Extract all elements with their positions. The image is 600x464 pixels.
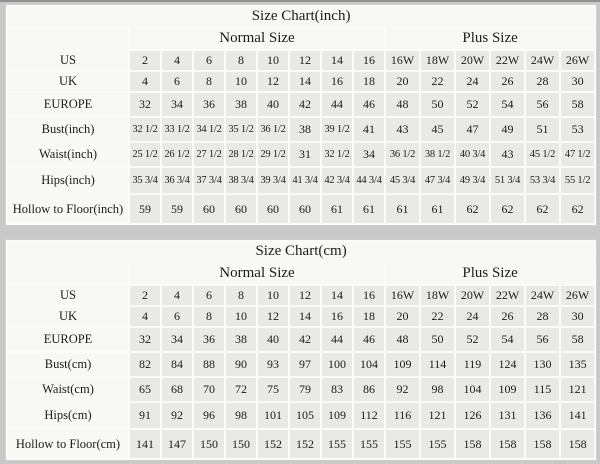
size-value-cell: 34 <box>162 93 192 116</box>
table-row <box>8 72 594 91</box>
size-value-cell: 152 <box>290 430 320 458</box>
size-value-cell: 30 <box>561 72 594 91</box>
size-value-cell: 96 <box>194 403 224 428</box>
size-value-cell: 43 <box>491 143 524 166</box>
table-row <box>8 168 594 193</box>
size-value-cell: 58 <box>561 328 594 351</box>
size-value-cell: 91 <box>130 403 160 428</box>
size-value-cell: 24W <box>526 51 559 70</box>
table-row <box>8 307 594 326</box>
size-value-cell: 121 <box>421 403 454 428</box>
size-value-cell: 28 <box>526 307 559 326</box>
size-value-cell: 40 <box>258 93 288 116</box>
size-value-cell: 61 <box>354 195 384 223</box>
size-value-cell: 34 <box>354 143 384 166</box>
corner-cell <box>8 263 128 284</box>
size-value-cell: 32 1/2 <box>130 118 160 141</box>
size-value-cell: 34 <box>162 328 192 351</box>
size-value-cell: 59 <box>130 195 160 223</box>
size-chart-inch-table <box>5 4 597 226</box>
size-value-cell: 109 <box>491 378 524 401</box>
table-row <box>8 403 594 428</box>
size-value-cell: 16 <box>322 307 352 326</box>
size-value-cell: 8 <box>226 51 256 70</box>
size-value-cell: 36 1/2 <box>386 143 419 166</box>
size-value-cell: 49 3/4 <box>456 168 489 193</box>
size-value-cell: 158 <box>526 430 559 458</box>
size-value-cell: 34 1/2 <box>194 118 224 141</box>
size-value-cell: 50 <box>421 93 454 116</box>
size-value-cell: 82 <box>130 353 160 376</box>
size-value-cell: 32 1/2 <box>322 143 352 166</box>
size-value-cell: 6 <box>194 286 224 305</box>
table-title-row <box>8 7 594 26</box>
size-value-cell: 119 <box>456 353 489 376</box>
size-value-cell: 62 <box>456 195 489 223</box>
size-value-cell: 52 <box>456 328 489 351</box>
size-value-cell: 26 1/2 <box>162 143 192 166</box>
size-value-cell: 92 <box>162 403 192 428</box>
size-value-cell: 158 <box>561 430 594 458</box>
size-value-cell: 60 <box>258 195 288 223</box>
size-value-cell: 150 <box>226 430 256 458</box>
size-value-cell: 12 <box>290 286 320 305</box>
size-value-cell: 20 <box>386 72 419 91</box>
table-row <box>8 93 594 116</box>
size-value-cell: 16W <box>386 286 419 305</box>
size-value-cell: 155 <box>386 430 419 458</box>
size-value-cell: 62 <box>526 195 559 223</box>
size-value-cell: 16W <box>386 51 419 70</box>
plus-size-header: Plus Size <box>386 28 594 49</box>
size-value-cell: 10 <box>258 51 288 70</box>
size-value-cell: 62 <box>561 195 594 223</box>
size-value-cell: 52 <box>456 93 489 116</box>
size-value-cell: 116 <box>386 403 419 428</box>
row-label: US <box>8 286 128 305</box>
size-value-cell: 10 <box>226 72 256 91</box>
table-row <box>8 430 594 458</box>
size-value-cell: 16 <box>354 286 384 305</box>
size-value-cell: 46 <box>354 93 384 116</box>
size-value-cell: 29 1/2 <box>258 143 288 166</box>
size-value-cell: 54 <box>491 328 524 351</box>
size-value-cell: 48 <box>386 93 419 116</box>
size-value-cell: 136 <box>526 403 559 428</box>
row-label: Bust(cm) <box>8 353 128 376</box>
column-group-row <box>8 263 594 284</box>
size-value-cell: 20 <box>386 307 419 326</box>
normal-size-header: Normal Size <box>130 263 384 284</box>
corner-cell <box>8 28 128 49</box>
size-value-cell: 16 <box>354 51 384 70</box>
row-label: EUROPE <box>8 328 128 351</box>
size-value-cell: 84 <box>162 353 192 376</box>
size-value-cell: 51 <box>526 118 559 141</box>
size-value-cell: 152 <box>258 430 288 458</box>
size-value-cell: 45 3/4 <box>386 168 419 193</box>
size-value-cell: 68 <box>162 378 192 401</box>
size-value-cell: 44 <box>322 93 352 116</box>
size-value-cell: 92 <box>386 378 419 401</box>
row-label: Waist(inch) <box>8 143 128 166</box>
row-label: Hips(inch) <box>8 168 128 193</box>
size-value-cell: 155 <box>354 430 384 458</box>
size-value-cell: 18 <box>354 72 384 91</box>
size-value-cell: 24 <box>456 307 489 326</box>
size-value-cell: 53 3/4 <box>526 168 559 193</box>
size-value-cell: 26W <box>561 51 594 70</box>
size-value-cell: 26 <box>491 72 524 91</box>
size-value-cell: 141 <box>130 430 160 458</box>
size-value-cell: 41 <box>354 118 384 141</box>
size-value-cell: 26W <box>561 286 594 305</box>
size-value-cell: 42 <box>290 93 320 116</box>
table-title: Size Chart(inch) <box>8 7 594 26</box>
size-value-cell: 65 <box>130 378 160 401</box>
size-value-cell: 2 <box>130 51 160 70</box>
table-row <box>8 51 594 70</box>
size-value-cell: 59 <box>162 195 192 223</box>
size-value-cell: 31 <box>290 143 320 166</box>
size-value-cell: 97 <box>290 353 320 376</box>
size-value-cell: 32 <box>130 328 160 351</box>
size-value-cell: 98 <box>421 378 454 401</box>
size-value-cell: 4 <box>162 286 192 305</box>
size-value-cell: 12 <box>258 307 288 326</box>
size-value-cell: 47 3/4 <box>421 168 454 193</box>
size-value-cell: 41 3/4 <box>290 168 320 193</box>
size-value-cell: 8 <box>194 72 224 91</box>
size-value-cell: 2 <box>130 286 160 305</box>
size-value-cell: 98 <box>226 403 256 428</box>
size-value-cell: 155 <box>322 430 352 458</box>
size-value-cell: 155 <box>421 430 454 458</box>
size-value-cell: 47 <box>456 118 489 141</box>
size-value-cell: 37 3/4 <box>194 168 224 193</box>
size-value-cell: 131 <box>491 403 524 428</box>
row-label: Waist(cm) <box>8 378 128 401</box>
row-label: EUROPE <box>8 93 128 116</box>
size-value-cell: 48 <box>386 328 419 351</box>
table-row <box>8 353 594 376</box>
size-value-cell: 26 <box>491 307 524 326</box>
size-value-cell: 90 <box>226 353 256 376</box>
size-value-cell: 6 <box>162 72 192 91</box>
size-value-cell: 54 <box>491 93 524 116</box>
size-value-cell: 32 <box>130 93 160 116</box>
size-value-cell: 49 <box>491 118 524 141</box>
size-value-cell: 38 1/2 <box>421 143 454 166</box>
size-value-cell: 18W <box>421 286 454 305</box>
size-value-cell: 14 <box>322 286 352 305</box>
size-value-cell: 114 <box>421 353 454 376</box>
size-value-cell: 20W <box>456 51 489 70</box>
size-value-cell: 45 1/2 <box>526 143 559 166</box>
size-value-cell: 18W <box>421 51 454 70</box>
row-label: Hollow to Floor(inch) <box>8 195 128 223</box>
size-value-cell: 50 <box>421 328 454 351</box>
size-value-cell: 18 <box>354 307 384 326</box>
size-value-cell: 44 3/4 <box>354 168 384 193</box>
size-value-cell: 105 <box>290 403 320 428</box>
size-value-cell: 35 3/4 <box>130 168 160 193</box>
size-value-cell: 8 <box>194 307 224 326</box>
size-value-cell: 28 <box>526 72 559 91</box>
size-value-cell: 141 <box>561 403 594 428</box>
size-value-cell: 4 <box>162 51 192 70</box>
size-value-cell: 109 <box>322 403 352 428</box>
size-value-cell: 45 <box>421 118 454 141</box>
size-value-cell: 33 1/2 <box>162 118 192 141</box>
size-value-cell: 12 <box>258 72 288 91</box>
size-value-cell: 104 <box>456 378 489 401</box>
size-value-cell: 61 <box>386 195 419 223</box>
size-value-cell: 24 <box>456 72 489 91</box>
size-value-cell: 22 <box>421 72 454 91</box>
row-label: Bust(inch) <box>8 118 128 141</box>
size-value-cell: 22 <box>421 307 454 326</box>
size-chart-cm-table <box>5 239 597 461</box>
size-value-cell: 6 <box>162 307 192 326</box>
size-value-cell: 135 <box>561 353 594 376</box>
size-value-cell: 14 <box>322 51 352 70</box>
plus-size-header: Plus Size <box>386 263 594 284</box>
size-value-cell: 40 3/4 <box>456 143 489 166</box>
table-row <box>8 118 594 141</box>
size-value-cell: 40 <box>258 328 288 351</box>
size-value-cell: 46 <box>354 328 384 351</box>
size-value-cell: 27 1/2 <box>194 143 224 166</box>
row-label: UK <box>8 72 128 91</box>
size-value-cell: 38 <box>290 118 320 141</box>
size-value-cell: 61 <box>421 195 454 223</box>
size-value-cell: 72 <box>226 378 256 401</box>
size-value-cell: 75 <box>258 378 288 401</box>
size-value-cell: 36 <box>194 328 224 351</box>
row-label: Hollow to Floor(cm) <box>8 430 128 458</box>
size-value-cell: 70 <box>194 378 224 401</box>
size-value-cell: 10 <box>226 307 256 326</box>
size-value-cell: 126 <box>456 403 489 428</box>
size-value-cell: 6 <box>194 51 224 70</box>
size-value-cell: 4 <box>130 307 160 326</box>
size-value-cell: 38 <box>226 93 256 116</box>
size-value-cell: 53 <box>561 118 594 141</box>
size-value-cell: 4 <box>130 72 160 91</box>
size-value-cell: 86 <box>354 378 384 401</box>
size-value-cell: 10 <box>258 286 288 305</box>
size-value-cell: 60 <box>290 195 320 223</box>
size-value-cell: 62 <box>491 195 524 223</box>
size-value-cell: 24W <box>526 286 559 305</box>
size-value-cell: 36 3/4 <box>162 168 192 193</box>
size-value-cell: 8 <box>226 286 256 305</box>
size-value-cell: 25 1/2 <box>130 143 160 166</box>
size-value-cell: 38 3/4 <box>226 168 256 193</box>
size-value-cell: 51 3/4 <box>491 168 524 193</box>
size-value-cell: 56 <box>526 93 559 116</box>
size-value-cell: 30 <box>561 307 594 326</box>
size-value-cell: 47 1/2 <box>561 143 594 166</box>
size-value-cell: 60 <box>194 195 224 223</box>
size-value-cell: 124 <box>491 353 524 376</box>
size-value-cell: 28 1/2 <box>226 143 256 166</box>
size-value-cell: 55 1/2 <box>561 168 594 193</box>
size-value-cell: 16 <box>322 72 352 91</box>
size-value-cell: 93 <box>258 353 288 376</box>
size-value-cell: 158 <box>456 430 489 458</box>
size-value-cell: 38 <box>226 328 256 351</box>
size-charts-container <box>0 2 600 461</box>
size-value-cell: 42 3/4 <box>322 168 352 193</box>
size-value-cell: 147 <box>162 430 192 458</box>
size-value-cell: 36 <box>194 93 224 116</box>
table-title-row <box>8 242 594 261</box>
size-value-cell: 12 <box>290 51 320 70</box>
size-value-cell: 115 <box>526 378 559 401</box>
size-value-cell: 14 <box>290 307 320 326</box>
size-value-cell: 150 <box>194 430 224 458</box>
size-value-cell: 42 <box>290 328 320 351</box>
size-value-cell: 121 <box>561 378 594 401</box>
normal-size-header: Normal Size <box>130 28 384 49</box>
size-value-cell: 20W <box>456 286 489 305</box>
size-value-cell: 101 <box>258 403 288 428</box>
size-value-cell: 43 <box>386 118 419 141</box>
row-label: Hips(cm) <box>8 403 128 428</box>
column-group-row <box>8 28 594 49</box>
size-value-cell: 39 1/2 <box>322 118 352 141</box>
size-value-cell: 36 1/2 <box>258 118 288 141</box>
size-value-cell: 44 <box>322 328 352 351</box>
table-row <box>8 286 594 305</box>
table-row <box>8 328 594 351</box>
size-value-cell: 22W <box>491 51 524 70</box>
size-value-cell: 58 <box>561 93 594 116</box>
size-value-cell: 100 <box>322 353 352 376</box>
size-value-cell: 109 <box>386 353 419 376</box>
size-value-cell: 22W <box>491 286 524 305</box>
size-value-cell: 83 <box>322 378 352 401</box>
table-row <box>8 143 594 166</box>
size-value-cell: 14 <box>290 72 320 91</box>
row-label: UK <box>8 307 128 326</box>
size-value-cell: 39 3/4 <box>258 168 288 193</box>
table-title: Size Chart(cm) <box>8 242 594 261</box>
size-value-cell: 158 <box>491 430 524 458</box>
size-value-cell: 104 <box>354 353 384 376</box>
size-value-cell: 112 <box>354 403 384 428</box>
row-label: US <box>8 51 128 70</box>
size-value-cell: 35 1/2 <box>226 118 256 141</box>
size-value-cell: 56 <box>526 328 559 351</box>
size-value-cell: 60 <box>226 195 256 223</box>
size-value-cell: 79 <box>290 378 320 401</box>
table-row <box>8 378 594 401</box>
size-value-cell: 61 <box>322 195 352 223</box>
table-row <box>8 195 594 223</box>
size-value-cell: 130 <box>526 353 559 376</box>
size-value-cell: 88 <box>194 353 224 376</box>
